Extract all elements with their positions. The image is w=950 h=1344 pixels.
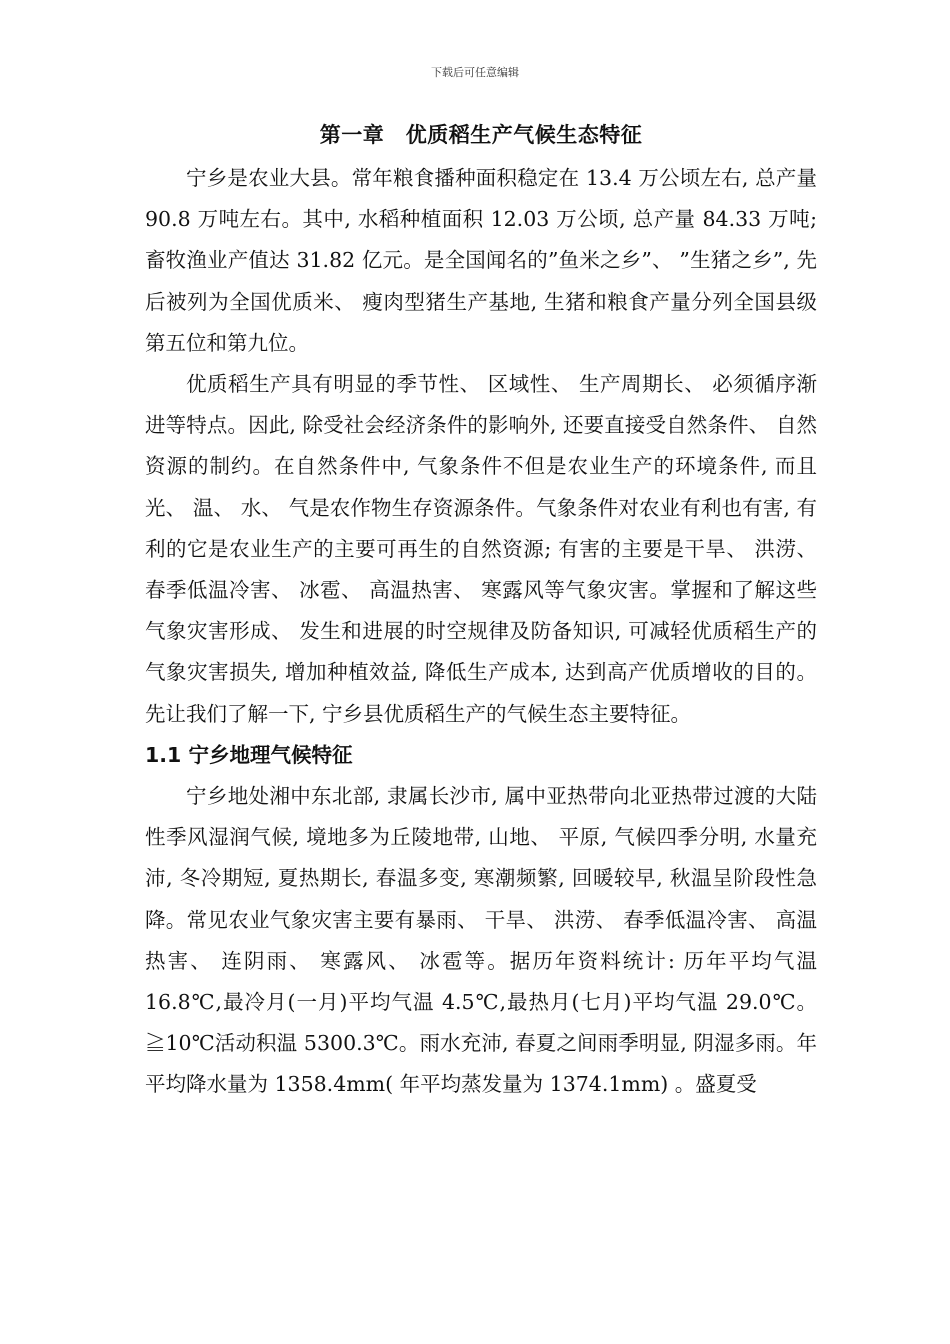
- geography-climate-paragraph: 宁乡地处湘中东北部, 隶属长沙市, 属中亚热带向北亚热带过渡的大陆性季风湿润气候, 境地多为丘陵地带, 山地、 平原, 气候四季分明, 水量充沛, 冬冷期短, 夏热期长, 春温多变, 寒潮频繁, 回暖较早, 秋温呈阶段性急降。常见农业气象灾害主要有暴雨、 干旱、 洪涝、 春季低温冷害、 高温热害、 连阴雨、 寒露风、 冰雹等。据历年资料统计: 历年平均气温 16.8℃,最冷月(一月)平均气温 4.5℃,最热月(七月)平均气温 29.0℃。≧10℃活动积温 5300.3℃。雨水充沛, 春夏之间雨季明显, 阴湿多雨。年平均降水量为 1358.4mm( 年平均蒸发量为 1374.1mm) 。盛夏受: [145, 784, 817, 1097]
- header-note: 下载后可任意编辑: [431, 66, 519, 79]
- intro-paragraph: 宁乡是农业大县。常年粮食播种面积稳定在 13.4 万公顷左右, 总产量 90.8 万吨左右。其中, 水稻种植面积 12.03 万公顷, 总产量 84.33 万吨; 畜牧渔业产值达 31.82 亿元。是全国闻名的”鱼米之乡”、 ”生猪之乡”, 先后被列为全国优质米、 瘦肉型猪生产基地, 生猪和粮食产量分列全国县级第五位和第九位。: [145, 166, 817, 355]
- document-body: [145, 118, 817, 1106]
- climate-significance-paragraph: 优质稻生产具有明显的季节性、 区域性、 生产周期长、 必须循序渐进等特点。因此, 除受社会经济条件的影响外, 还要直接受自然条件、 自然资源的制约。在自然条件中, 气象条件不但是农业生产的环境条件, 而且光、 温、 水、 气是农作物生存资源条件。气象条件对农业有利也有害, 有利的它是农业生产的主要可再生的自然资源; 有害的主要是干旱、 洪涝、 春季低温冷害、 冰雹、 高温热害、 寒露风等气象灾害。掌握和了解这些气象灾害形成、 发生和进展的时空规律及防备知识, 可减轻优质稻生产的气象灾害损失, 增加种植效益, 降低生产成本, 达到高产优质增收的目的。先让我们了解一下, 宁乡县优质稻生产的气候生态主要特征。: [145, 372, 817, 726]
- chapter-title: 第一章 优质稻生产气候生态特征: [319, 123, 643, 147]
- section-title: 1.1 宁乡地理气候特征: [145, 742, 353, 767]
